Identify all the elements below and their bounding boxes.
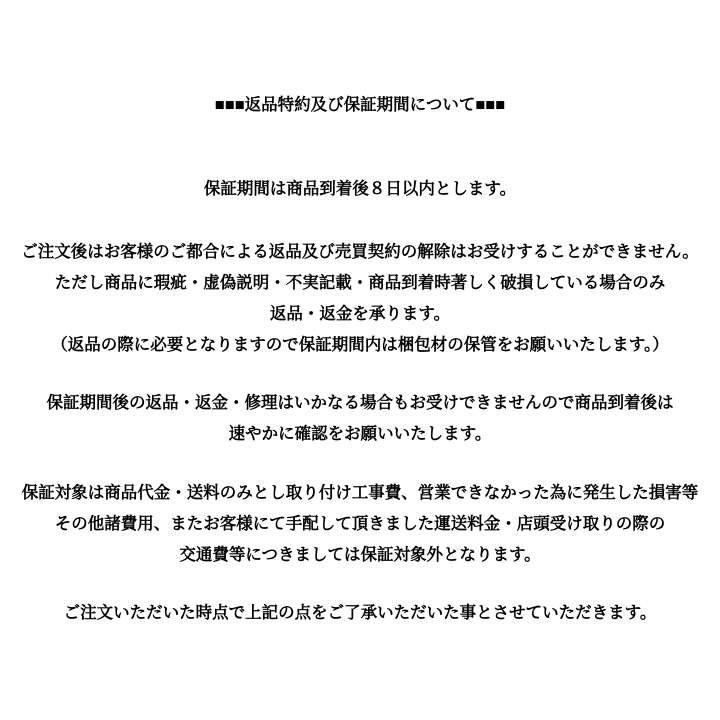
paragraph-after-warranty [0,388,720,450]
return-terms-line-2: ただし商品に瑕疵・虚偽説明・不実記載・商品到着時著しく破損している場合のみ [54,274,666,292]
return-terms-line-1: ご注文後はお客様のご都合による返品及び売買契約の解除はお受けすることができません。 [21,243,699,261]
warranty-scope-line-1: 保証対象は商品代金・送料のみとし取り付け工事費、営業できなかった為に発生した損害等 [21,484,699,502]
page-title: ■■■返品特約及び保証期間について■■■ [214,96,506,114]
return-terms-line-4: （返品の際に必要となりますので保証期間内は梱包材の保管をお願いいたします。） [51,336,669,354]
warranty-scope-line-2: その他諸費用、またお客様にて手配して頂きました運送料金・店頭受け取りの際の [54,515,666,533]
after-warranty-line-1: 保証期間後の返品・返金・修理はいかなる場合もお受けできませんので商品到着後は [46,394,674,412]
paragraph-warranty-scope [0,478,720,571]
paragraph-acknowledgement [0,598,720,629]
warranty-period-line: 保証期間は商品到着後８日以内とします。 [203,180,517,198]
acknowledgement-line: ご注文いただいた時点で上記の点をご了承いただいた事とさせていただきます。 [63,604,657,622]
return-terms-line-3: 返品・返金を承ります。 [269,305,451,323]
warranty-scope-line-3: 交通費等につきましては保証対象外となります。 [179,546,541,564]
after-warranty-line-2: 速やかに確認をお願いいたします。 [228,425,492,443]
paragraph-warranty-period [0,174,720,205]
paragraph-return-terms [0,237,720,361]
